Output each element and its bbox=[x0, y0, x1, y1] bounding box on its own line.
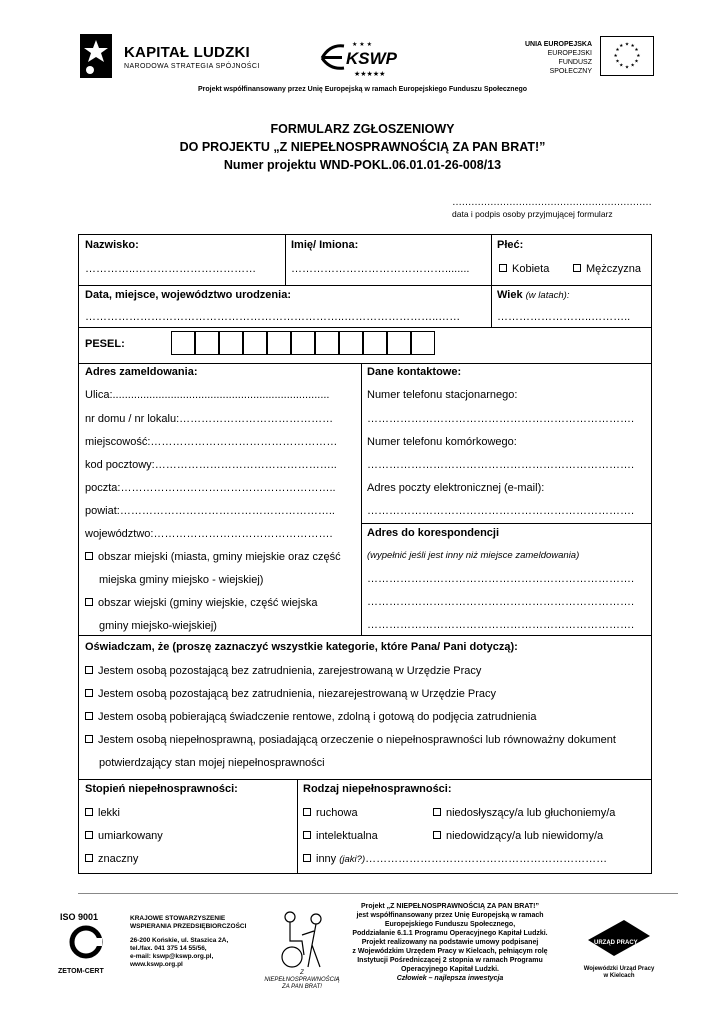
street-input[interactable]: Ulica:....................................................................... bbox=[85, 389, 330, 401]
landline-label: Numer telefonu stacjonarnego: bbox=[367, 389, 518, 401]
birth-label: Data, miejsce, województwo urodzenia: bbox=[85, 289, 291, 301]
svg-text:★: ★ bbox=[615, 59, 620, 65]
kswp-text: KSWP bbox=[346, 49, 397, 68]
mobile-input[interactable]: ………………………………………………………………. bbox=[367, 459, 635, 471]
city-input[interactable]: miejscowość:…………………………………………… bbox=[85, 436, 338, 448]
email-label: Adres poczty elektronicznej (e-mail): bbox=[367, 482, 545, 494]
checkbox-icon bbox=[303, 831, 311, 839]
sex-label: Płeć: bbox=[497, 239, 524, 251]
kind-vision-checkbox[interactable]: niedowidzący/a lub niewidomy/a bbox=[433, 830, 603, 842]
voivodeship-input[interactable]: województwo:…………………………………………. bbox=[85, 528, 333, 540]
project-number: Numer projektu WND-POKL.06.01.01-26-008/13 bbox=[223, 158, 502, 172]
checkbox-icon bbox=[433, 831, 441, 839]
checkbox-icon bbox=[303, 854, 311, 862]
checkbox-icon bbox=[85, 831, 93, 839]
declaration-pension-checkbox[interactable]: Jestem osobą pobierającą świadczenie rentowe, zdolną i gotową do podjęcia zatrudnienia bbox=[85, 711, 536, 723]
pesel-digit[interactable] bbox=[315, 331, 339, 355]
pesel-digit[interactable] bbox=[171, 331, 195, 355]
page-header bbox=[0, 0, 725, 100]
cofinance-note: Projekt współfinansowany przez Unię Europejską w ramach Europejskiego Funduszu Społecznego bbox=[197, 86, 528, 93]
pesel-digit[interactable] bbox=[339, 331, 363, 355]
checkbox-icon bbox=[573, 264, 581, 272]
kind-title: Rodzaj niepełnosprawności: bbox=[303, 783, 452, 795]
surname-label: Nazwisko: bbox=[85, 239, 139, 251]
svg-text:URZĄD PRACY: URZĄD PRACY bbox=[594, 940, 638, 946]
svg-text:★ ★ ★: ★ ★ ★ bbox=[352, 41, 372, 48]
svg-text:★: ★ bbox=[613, 53, 618, 59]
zetom-label: ZETOM-CERT bbox=[58, 968, 104, 975]
svg-text:★: ★ bbox=[630, 43, 635, 49]
declaration-disabled-checkbox[interactable]: Jestem osobą niepełnosprawną, posiadającą orzeczenie o niepełnosprawności lub równoważny dokument bbox=[85, 734, 616, 746]
svg-text:★★★★★: ★★★★★ bbox=[354, 70, 386, 78]
degree-title: Stopień niepełnosprawności: bbox=[85, 783, 238, 795]
correspondence-input[interactable]: ………………………………………………………………. bbox=[367, 573, 635, 585]
email-input[interactable]: ………………………………………………………………. bbox=[367, 505, 635, 517]
sex-male-checkbox[interactable]: Mężczyzna bbox=[573, 263, 641, 275]
svg-text:★: ★ bbox=[619, 43, 624, 49]
degree-moderate-checkbox[interactable]: umiarkowany bbox=[85, 830, 163, 842]
birth-input[interactable]: ……………………………………………………………..……………………..…… bbox=[85, 311, 461, 323]
declaration-unregistered-checkbox[interactable]: Jestem osobą pozostającą bez zatrudnienia, niezarejestrowaną w Urzędzie Pracy bbox=[85, 688, 496, 700]
age-label: Wiek (w latach): bbox=[497, 289, 570, 301]
post-office-input[interactable]: poczta:………………………………………………….. bbox=[85, 482, 336, 494]
pesel-digit[interactable] bbox=[411, 331, 435, 355]
declaration-title: Oświadczam, że (proszę zaznaczyć wszystkie kategorie, które Pana/ Pani dotyczą): bbox=[85, 641, 518, 653]
application-form bbox=[78, 234, 652, 874]
mobile-label: Numer telefonu komórkowego: bbox=[367, 436, 517, 448]
signature-field[interactable]: ……………………………………………………… bbox=[452, 197, 652, 208]
declaration-disabled-note: potwierdzający stan mojej niepełnosprawności bbox=[99, 757, 325, 769]
signature-label: data i podpis osoby przyjmującej formularz bbox=[452, 209, 613, 219]
eu-label: UNIA EUROPEJSKA EUROPEJSKI FUNDUSZ SPOŁECZNY bbox=[524, 41, 592, 75]
svg-text:★: ★ bbox=[630, 63, 635, 69]
pesel-digit[interactable] bbox=[219, 331, 243, 355]
svg-text:★: ★ bbox=[624, 42, 630, 48]
correspondence-input[interactable]: ………………………………………………………………. bbox=[367, 619, 635, 631]
checkbox-icon bbox=[85, 735, 93, 743]
county-input[interactable]: powiat:………………………………………………….. bbox=[85, 505, 335, 517]
svg-text:★: ★ bbox=[636, 53, 641, 59]
first-name-label: Imię/ Imiona: bbox=[291, 239, 359, 251]
svg-text:★: ★ bbox=[624, 65, 630, 71]
pesel-label: PESEL: bbox=[85, 338, 125, 350]
first-name-input[interactable]: ……………………………………........ bbox=[291, 263, 470, 275]
rural-area-note: gminy miejsko-wiejskiej) bbox=[99, 620, 217, 632]
iso-label: ISO 9001 bbox=[60, 912, 99, 922]
labour-office-caption: Wojewódzki Urząd Pracy w Kielcach bbox=[583, 966, 655, 979]
checkbox-icon bbox=[303, 808, 311, 816]
pesel-digit[interactable] bbox=[195, 331, 219, 355]
checkbox-icon bbox=[85, 689, 93, 697]
surname-input[interactable]: …………..…………………………… bbox=[85, 263, 257, 275]
degree-significant-checkbox[interactable]: znaczny bbox=[85, 853, 138, 865]
eu-flag-icon bbox=[600, 36, 654, 76]
postcode-input[interactable]: kod pocztowy:………………………………………….. bbox=[85, 459, 337, 471]
kapital-ludzki-title: KAPITAŁ LUDZKI bbox=[124, 44, 250, 61]
project-info: Projekt „Z NIEPEŁNOSPRAWNOŚCIĄ ZA PAN BRAT!” jest współfinansowany przez Unię Europejską w ramach Europejskiego Funduszu Społecznego, Poddziałanie 6.1.1 Programu Operacyjnego Kapitał Ludzki. Projekt realizowany na podstawie umowy podpisanej z Wojewódzkim Urzędem Pracy w Kielcach, pełniącym rolę Instytucji Pośredniczącej 2 stopnia w ramach Programu Operacyjnego Kapitał Ludzki. Człowiek – najlepsza inwestycja bbox=[352, 903, 548, 982]
kind-other-checkbox[interactable]: inny (jaki?)………………………………………………………… bbox=[303, 853, 607, 865]
svg-text:★: ★ bbox=[634, 47, 639, 53]
degree-light-checkbox[interactable]: lekki bbox=[85, 807, 120, 819]
checkbox-icon bbox=[85, 598, 93, 606]
kapital-ludzki-logo bbox=[76, 30, 116, 82]
pesel-digit[interactable] bbox=[363, 331, 387, 355]
age-input[interactable]: ……………………..……….. bbox=[497, 311, 631, 323]
pesel-digit[interactable] bbox=[291, 331, 315, 355]
form-title: FORMULARZ ZGŁOSZENIOWY bbox=[270, 122, 455, 136]
kind-intellectual-checkbox[interactable]: intelektualna bbox=[303, 830, 378, 842]
correspondence-hint: (wypełnić jeśli jest inny niż miejsce zameldowania) bbox=[367, 550, 580, 561]
checkbox-icon bbox=[85, 666, 93, 674]
svg-text:★: ★ bbox=[615, 47, 620, 53]
pesel-digit[interactable] bbox=[267, 331, 291, 355]
kswp-logo bbox=[316, 38, 411, 78]
svg-text:★: ★ bbox=[619, 63, 624, 69]
kind-hearing-checkbox[interactable]: niedosłyszący/a lub głuchoniemy/a bbox=[433, 807, 615, 819]
organization-address: KRAJOWE STOWARZYSZENIE WSPIERANIA PRZEDSIĘBIORCZOŚCI 26-200 Końskie, ul. Staszica 2A, tel./fax. 041 375 14 55/56, e-mail: kswp@kswp.org.pl, www.kswp.org.pl bbox=[130, 915, 247, 968]
house-number-input[interactable]: nr domu / nr lokalu:…………………………………… bbox=[85, 413, 334, 425]
project-title: DO PROJEKTU „Z NIEPEŁNOSPRAWNOŚCIĄ ZA PAN BRAT!” bbox=[179, 140, 546, 154]
urban-area-checkbox[interactable]: obszar miejski (miasta, gminy miejskie oraz część bbox=[85, 551, 341, 563]
checkbox-icon bbox=[433, 808, 441, 816]
landline-input[interactable]: ………………………………………………………………. bbox=[367, 413, 635, 425]
address-title: Adres zameldowania: bbox=[85, 366, 198, 378]
checkbox-icon bbox=[85, 854, 93, 862]
footer-divider bbox=[78, 893, 678, 894]
checkbox-icon bbox=[85, 712, 93, 720]
correspondence-input[interactable]: ………………………………………………………………. bbox=[367, 596, 635, 608]
checkbox-icon bbox=[499, 264, 507, 272]
svg-text:★: ★ bbox=[634, 59, 639, 65]
project-logo-caption: Z NIEPEŁNOSPRAWNOŚCIĄ ZA PAN BRAT! bbox=[264, 970, 340, 990]
labour-office-logo bbox=[584, 910, 654, 960]
checkbox-icon bbox=[85, 808, 93, 816]
correspondence-title: Adres do korespondencji bbox=[367, 527, 500, 539]
declaration-registered-checkbox[interactable]: Jestem osobą pozostającą bez zatrudnienia, zarejestrowaną w Urzędzie Pracy bbox=[85, 665, 481, 677]
pesel-digit[interactable] bbox=[243, 331, 267, 355]
wheelchair-figures-logo bbox=[262, 905, 342, 975]
kind-motor-checkbox[interactable]: ruchowa bbox=[303, 807, 358, 819]
sex-female-checkbox[interactable]: Kobieta bbox=[499, 263, 549, 275]
kapital-ludzki-subtitle: NARODOWA STRATEGIA SPÓJNOŚCI bbox=[124, 63, 260, 70]
checkbox-icon bbox=[85, 552, 93, 560]
urban-area-note: miejska gminy miejsko - wiejskiej) bbox=[99, 574, 264, 586]
contact-title: Dane kontaktowe: bbox=[367, 366, 462, 378]
rural-area-checkbox[interactable]: obszar wiejski (gminy wiejskie, część wiejska bbox=[85, 597, 317, 609]
pesel-digit[interactable] bbox=[387, 331, 411, 355]
